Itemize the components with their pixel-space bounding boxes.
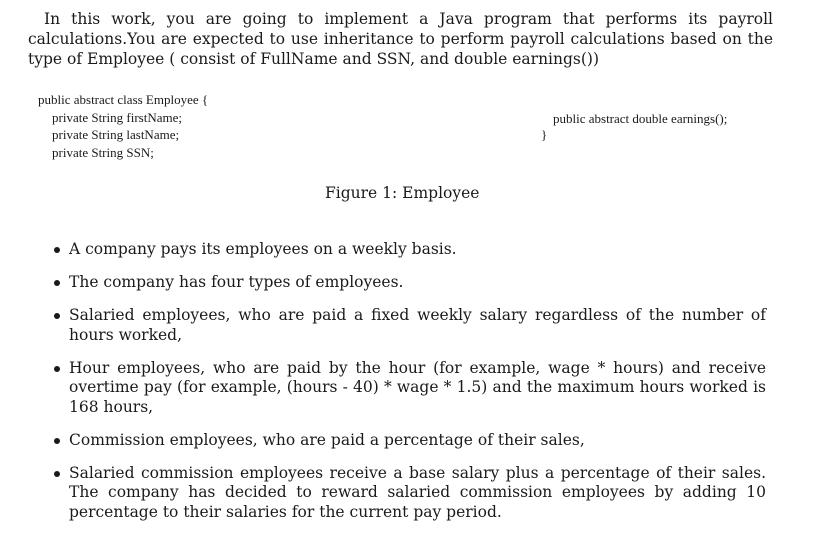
list-item-text: Commission employees, who are paid a percentage of their sales,: [69, 430, 585, 449]
code-line: public abstract class Employee {: [38, 92, 209, 107]
bullet-icon: [54, 438, 60, 444]
list-item: [54, 359, 766, 418]
code-abstract-method: public abstract double earnings();: [553, 111, 728, 126]
code-line: private String lastName;: [52, 127, 180, 142]
requirements-list: [54, 240, 766, 536]
list-item: [54, 273, 766, 293]
code-line: private String SSN;: [52, 144, 154, 160]
code-line: private String firstName;: [52, 109, 182, 125]
list-item: [54, 240, 766, 260]
list-item-text: A company pays its employees on a weekly basis.: [69, 240, 457, 258]
intro-paragraph: In this work, you are going to implement a Java program that performs its payroll calculations.You are expected to use inheritance to perform payroll calculations based on the type of Employee ( consist of FullName and SSN, and double earnings()): [28, 10, 773, 68]
list-item-text: Salaried commission employees receive a base salary plus a percentage of their sales. The company has decided to reward salaried commission employees by adding 10 percentage to their salaries for the current pay period.: [69, 463, 766, 521]
figure-caption: Figure 1: Employee: [325, 184, 480, 202]
bullet-icon: [54, 366, 60, 372]
list-item: [54, 431, 766, 451]
list-item-text: The company has four types of employees.: [69, 273, 404, 291]
list-item: [54, 306, 766, 345]
code-class-declaration: [38, 91, 208, 161]
bullet-icon: [54, 280, 60, 286]
list-item-text: Salaried employees, who are paid a fixed weekly salary regardless of the number of hours worked,: [69, 306, 766, 344]
figure-employee: [0, 88, 835, 208]
bullet-icon: [54, 247, 60, 253]
bullet-icon: [54, 313, 60, 319]
code-closing-brace: }: [541, 127, 548, 142]
list-item: [54, 464, 766, 523]
bullet-icon: [54, 471, 60, 477]
list-item-text: Hour employees, who are paid by the hour (for example, wage * hours) and receive overtime pay (for example, (hours - 40) * wage * 1.5) and the maximum hours worked is 168 hours,: [69, 358, 766, 416]
